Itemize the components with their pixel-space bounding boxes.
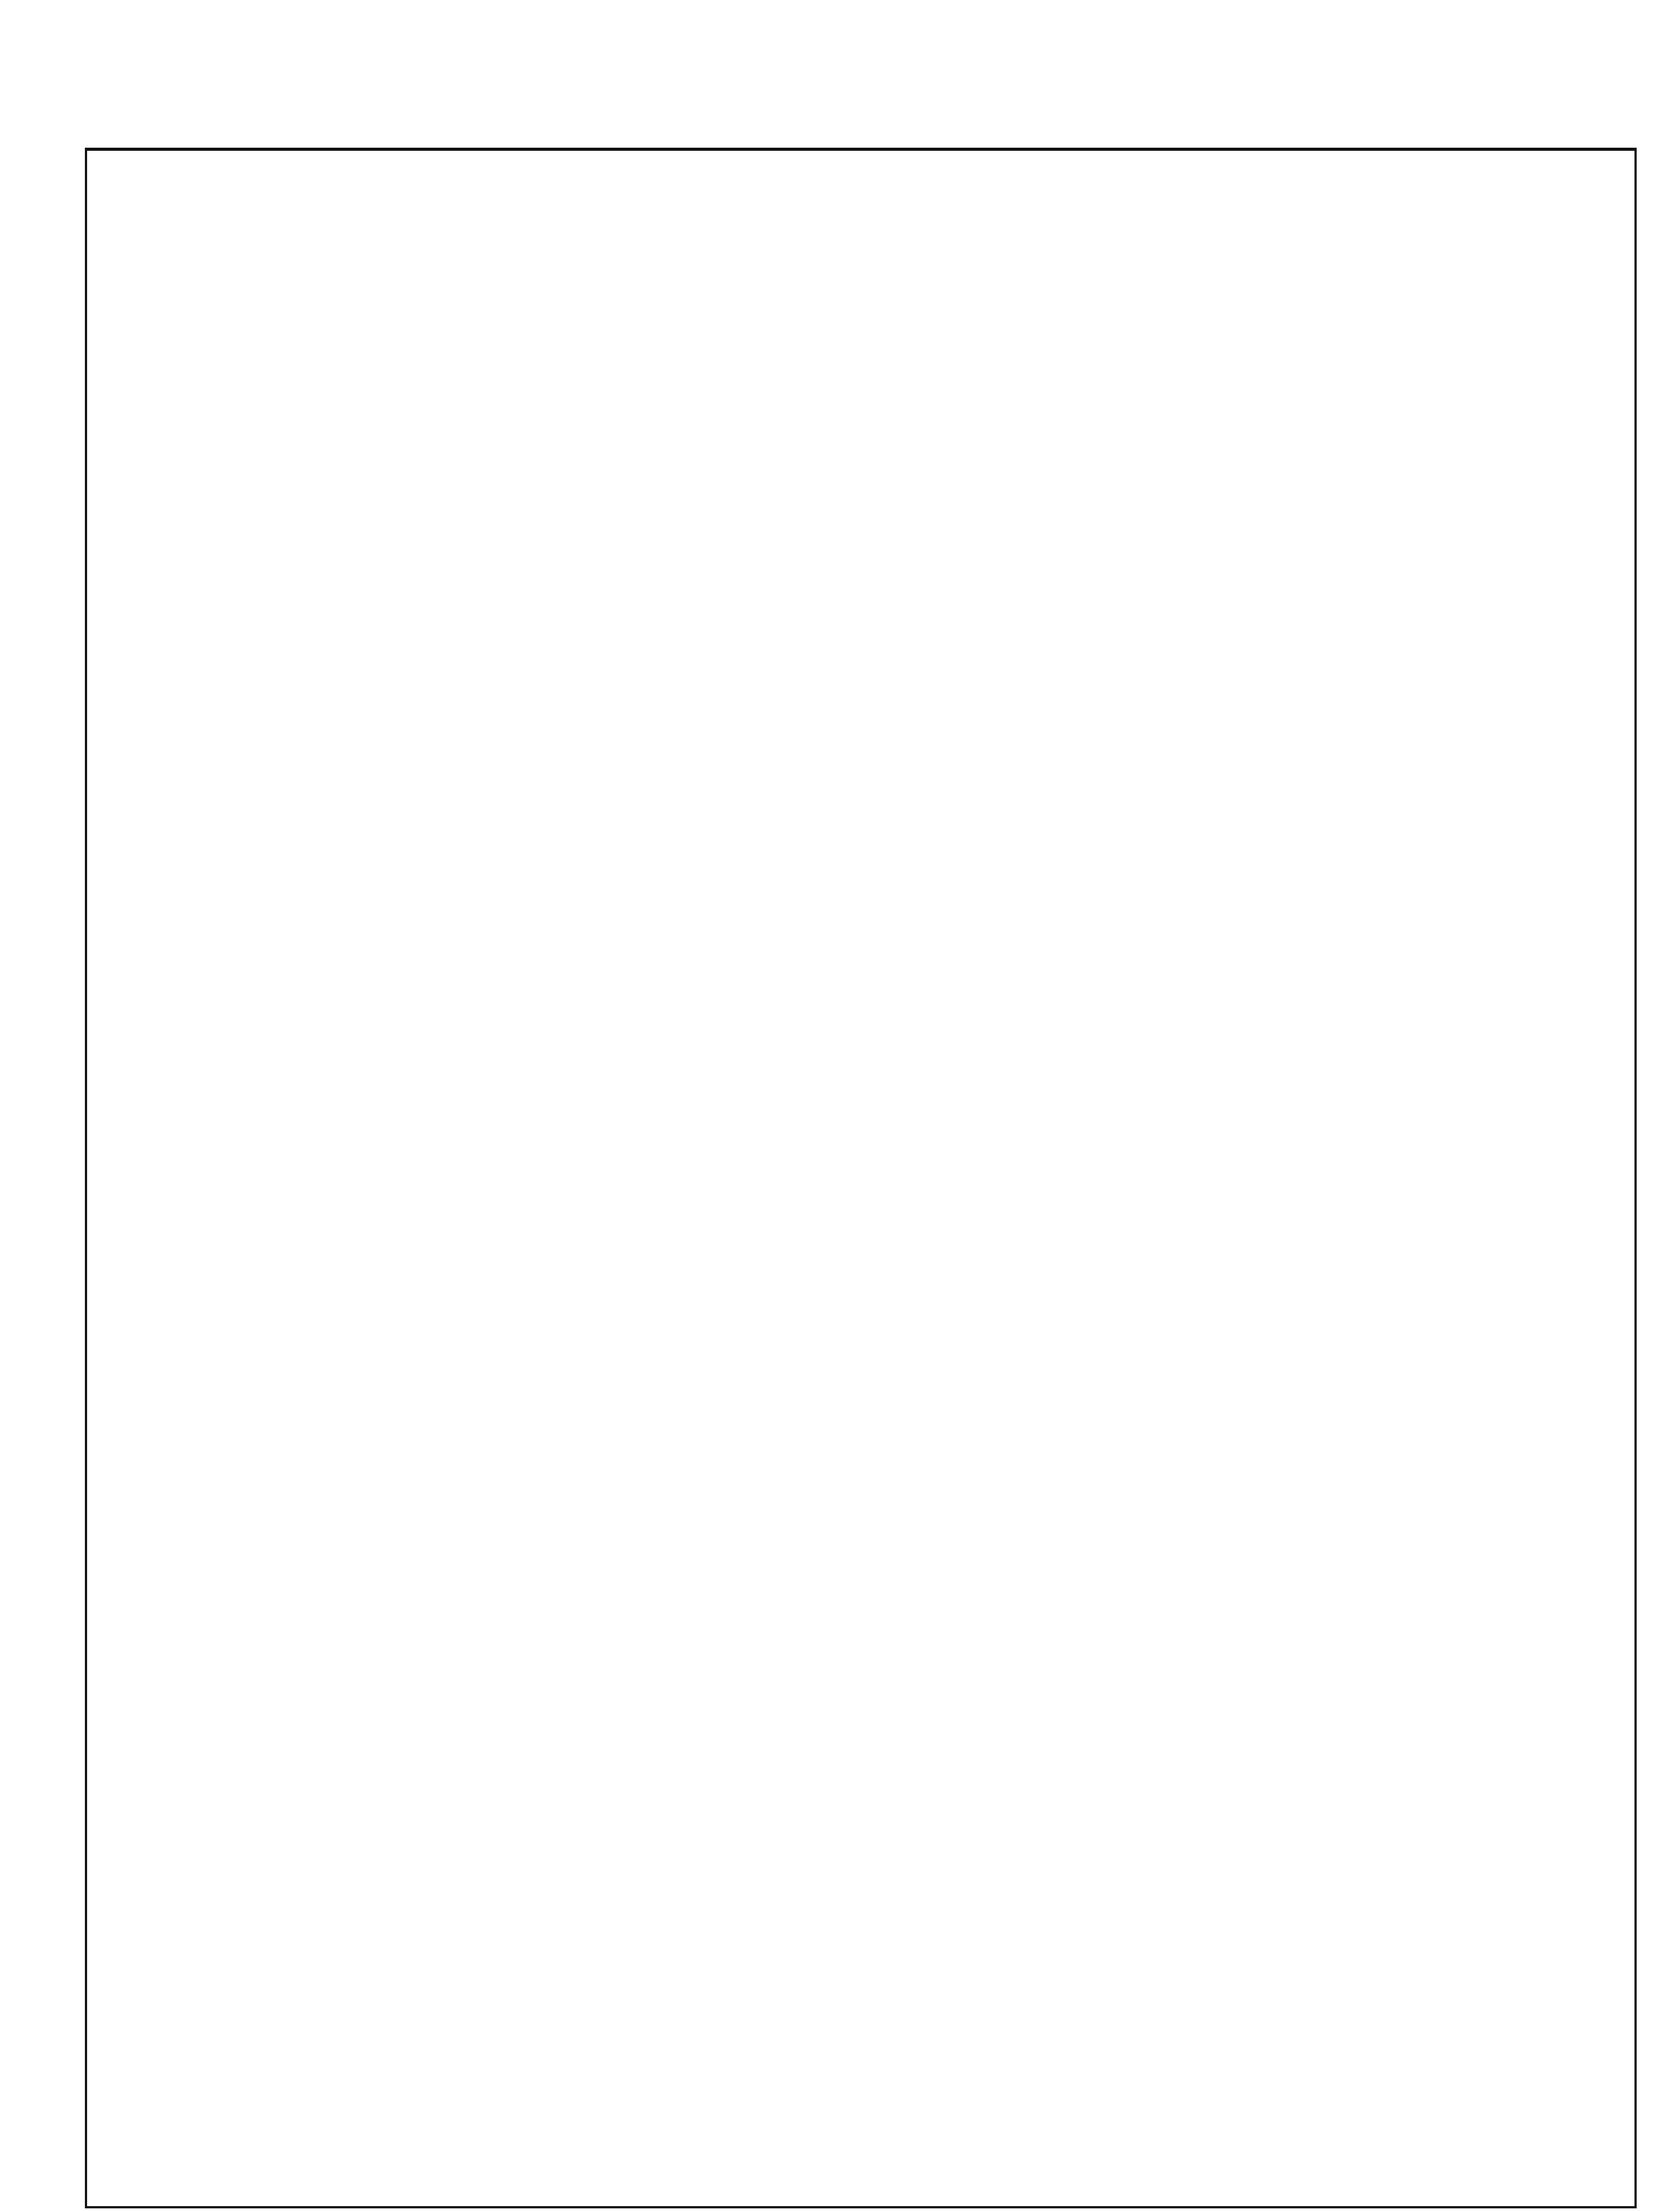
table-frame xyxy=(85,148,1637,2208)
